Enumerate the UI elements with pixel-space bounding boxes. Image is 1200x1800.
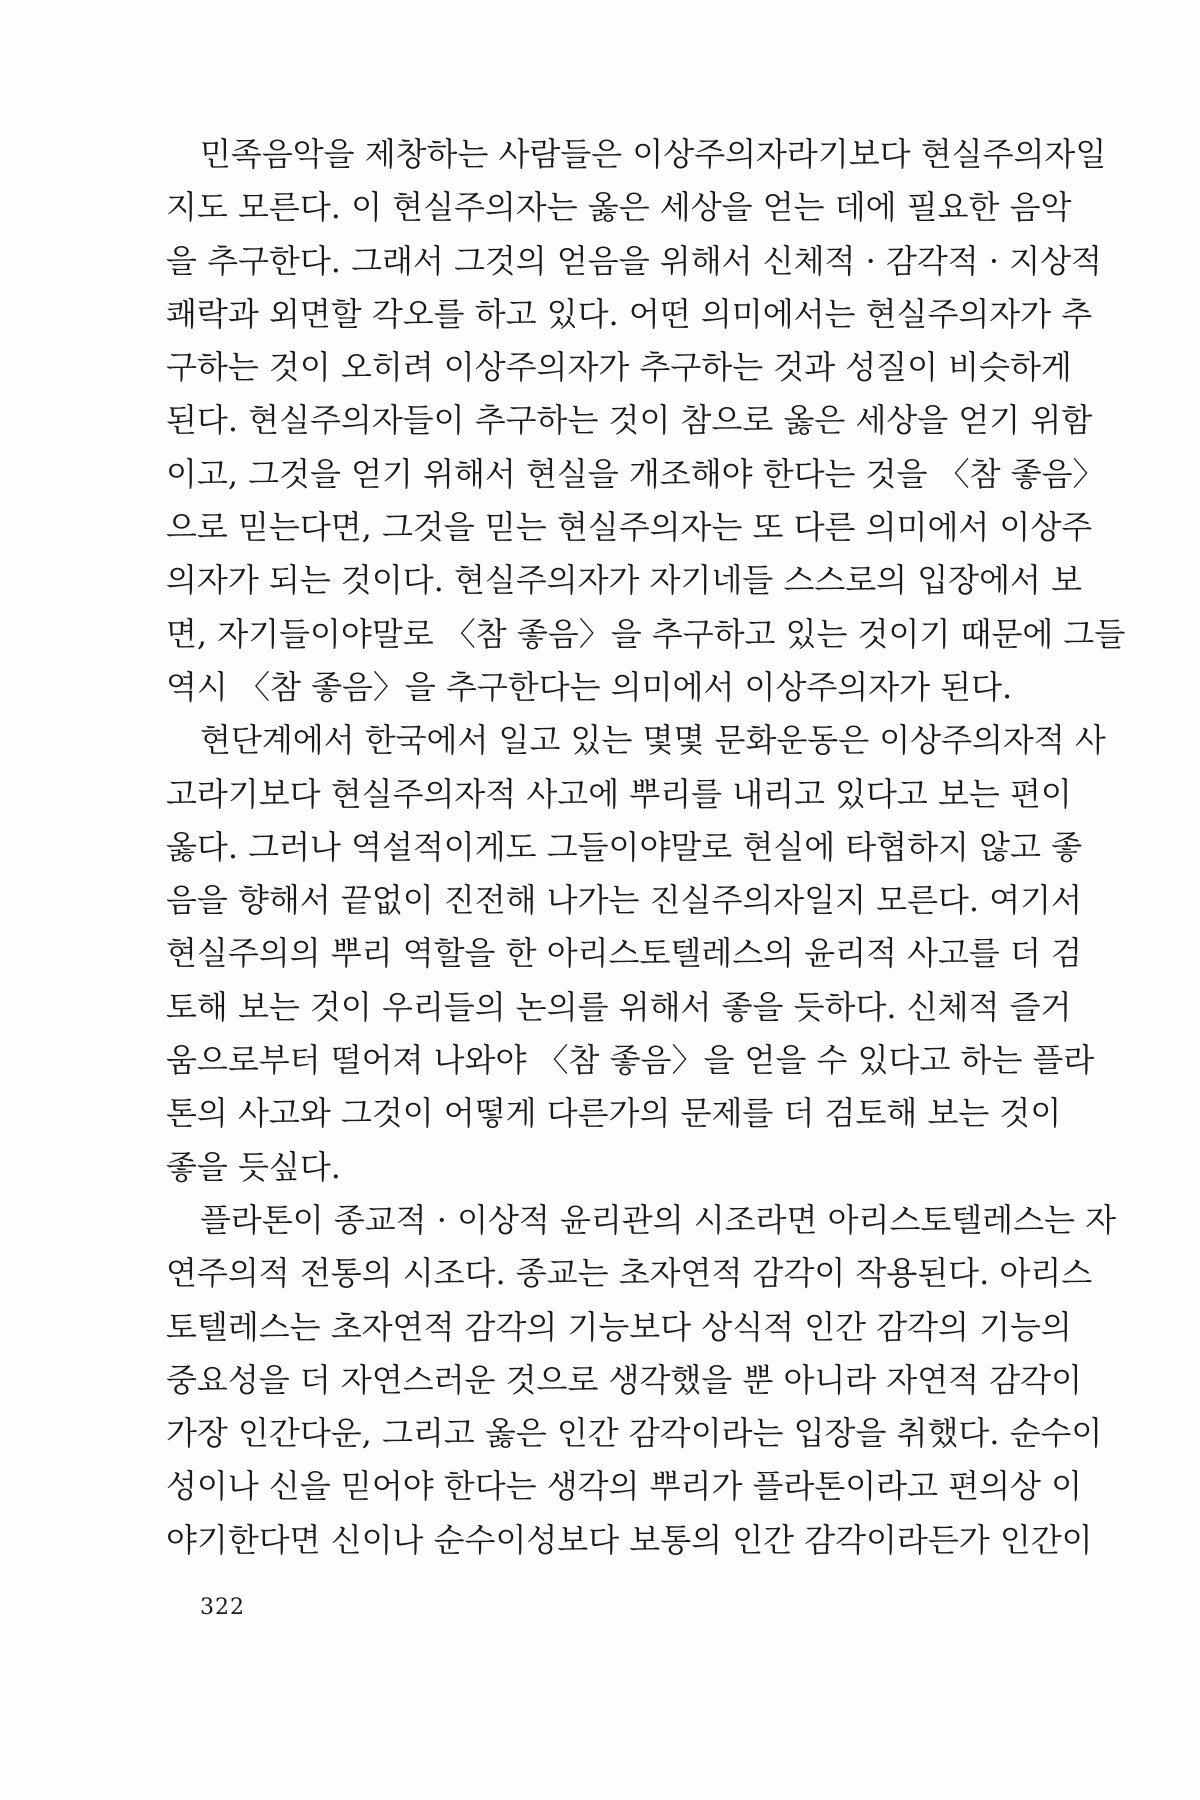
text-line: 톤의 사고와 그것이 어떻게 다른가의 문제를 더 검토해 보는 것이 (166, 1094, 1062, 1133)
body-text (166, 128, 1126, 1567)
text-line: 야기한다면 신이나 순수이성보다 보통의 인간 감각이라든가 인간이 (166, 1520, 1093, 1559)
text-line: 의자가 되는 것이다. 현실주의자가 자기네들 스스로의 입장에서 보 (166, 561, 1083, 600)
paragraph-1 (166, 128, 1126, 714)
text-line: 구하는 것이 오히려 이상주의자가 추구하는 것과 성질이 비슷하게 (166, 348, 1072, 387)
text-line: 토텔레스는 초자연적 감각의 기능보다 상식적 인간 감각의 기능의 (166, 1307, 1072, 1346)
text-line: 중요성을 더 자연스러운 것으로 생각했을 뿐 아니라 자연적 감각이 (166, 1360, 1083, 1399)
text-line: 면, 자기들이야말로 〈참 좋음〉을 추구하고 있는 것이기 때문에 그들 (166, 614, 1126, 653)
text-line: 성이나 신을 믿어야 한다는 생각의 뿌리가 플라톤이라고 편의상 이 (166, 1467, 1083, 1506)
text-line: 연주의적 전통의 시조다. 종교는 초자연적 감각이 작용된다. 아리스 (166, 1254, 1093, 1293)
text-line: 쾌락과 외면할 각오를 하고 있다. 어떤 의미에서는 현실주의자가 추 (166, 294, 1093, 333)
page-number: 322 (200, 1595, 245, 1620)
paragraph-2 (166, 714, 1106, 1194)
text-line: 지도 모른다. 이 현실주의자는 옳은 세상을 얻는 데에 필요한 음악 (166, 188, 1072, 227)
text-line: 민족음악을 제창하는 사람들은 이상주의자라기보다 현실주의자일 (200, 135, 1107, 173)
text-line: 고라기보다 현실주의자적 사고에 뿌리를 내리고 있다고 보는 편이 (166, 774, 1072, 813)
text-line: 을 추구한다. 그래서 그것의 얻음을 위해서 신체적 · 감각적 · 지상적 (166, 241, 1102, 280)
text-line: 현단계에서 한국에서 일고 있는 몇몇 문화운동은 이상주의자적 사 (200, 721, 1106, 760)
text-line: 이고, 그것을 얻기 위해서 현실을 개조해야 한다는 것을 〈참 좋음〉 (166, 454, 1105, 493)
text-line: 가장 인간다운, 그리고 옳은 인간 감각이라는 입장을 취했다. 순수이 (166, 1414, 1103, 1453)
text-line: 으로 믿는다면, 그것을 믿는 현실주의자는 또 다른 의미에서 이상주 (166, 508, 1093, 547)
text-line: 음을 향해서 끝없이 진전해 나가는 진실주의자일지 모른다. 여기서 (166, 881, 1083, 920)
paragraph-3 (166, 1194, 1117, 1567)
text-line: 좋을 듯싶다. (166, 1147, 341, 1186)
text-line: 역시 〈참 좋음〉을 추구한다는 의미에서 이상주의자가 된다. (166, 667, 1013, 706)
text-line: 현실주의의 뿌리 역할을 한 아리스토텔레스의 윤리적 사고를 더 검 (166, 934, 1083, 973)
text-line: 플라톤이 종교적 · 이상적 윤리관의 시조라면 아리스토텔레스는 자 (200, 1200, 1117, 1239)
text-line: 토해 보는 것이 우리들의 논의를 위해서 좋을 듯하다. 신체적 즐거 (166, 987, 1072, 1026)
text-line: 옳다. 그러나 역설적이게도 그들이야말로 현실에 타협하지 않고 좋 (166, 827, 1083, 866)
text-line: 움으로부터 떨어져 나와야 〈참 좋음〉을 얻을 수 있다고 하는 플라 (166, 1041, 1095, 1080)
text-line: 된다. 현실주의자들이 추구하는 것이 참으로 옳은 세상을 얻기 위함 (166, 401, 1093, 440)
